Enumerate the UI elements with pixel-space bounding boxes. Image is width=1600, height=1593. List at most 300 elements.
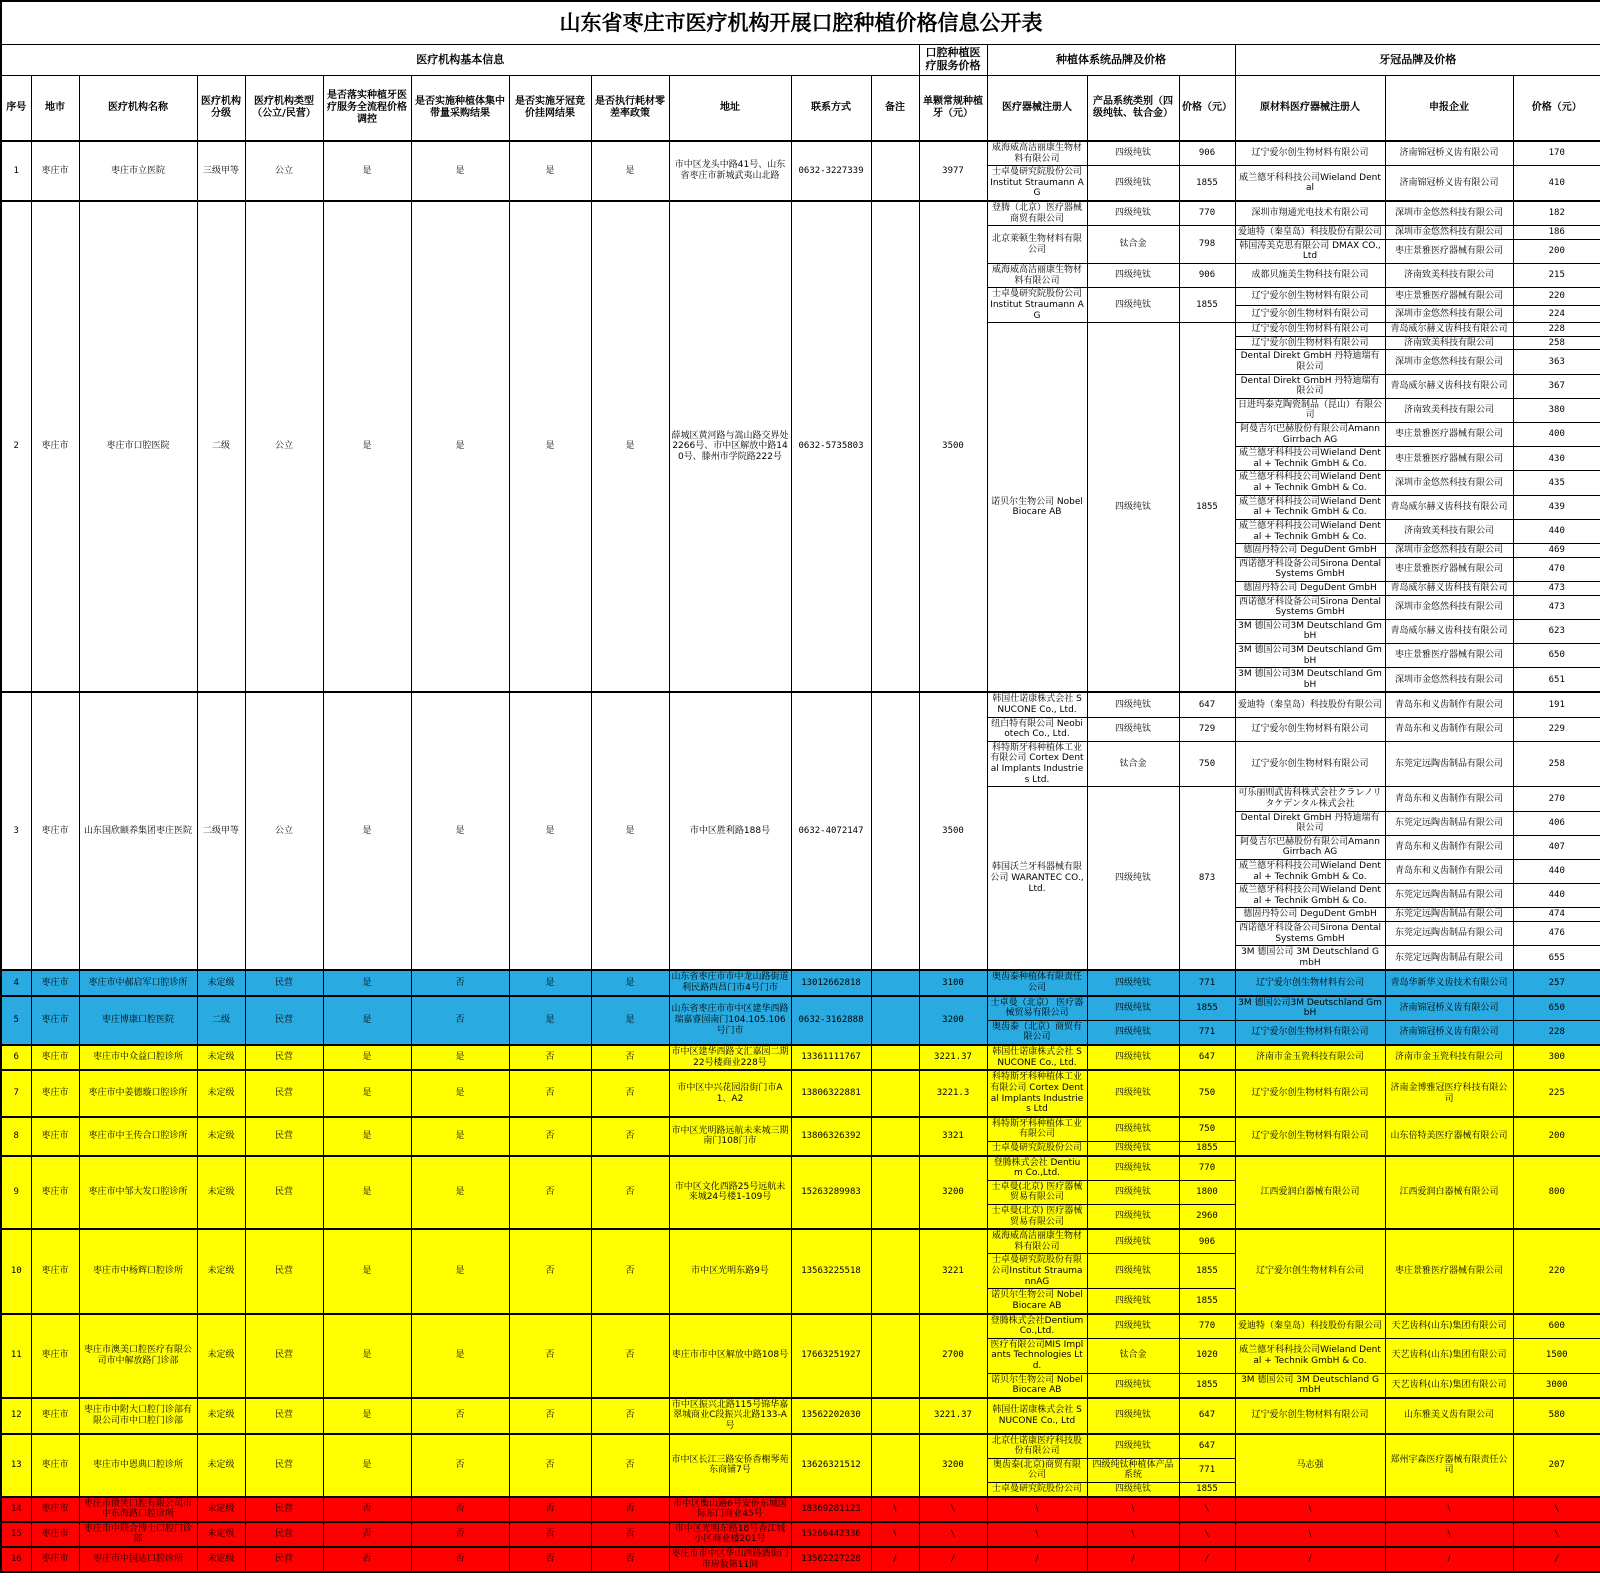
cell-crown-material-registrant: 威兰德牙科科技公司Wieland Dental + Technik GmbH & Co. xyxy=(1235,519,1385,543)
cell-crown-material-registrant: 辽宁爱尔创生物材料有限公司 xyxy=(1235,717,1385,741)
cell-institution-name: 枣庄市立医院 xyxy=(79,141,197,201)
cell-note xyxy=(871,1229,919,1313)
cell-unit-price: \ xyxy=(919,1497,987,1522)
cell-crown-price: 655 xyxy=(1513,946,1600,971)
cell-crown-price: 3000 xyxy=(1513,1373,1600,1398)
col-centralized-procurement: 是否实施种植体集中带量采购结果 xyxy=(411,76,509,142)
cell-crown-applicant: 济南致美科技有限公司 xyxy=(1385,398,1513,422)
cell-product-category: 四级纯钛 xyxy=(1087,787,1179,971)
cell-implant-price: 1855 xyxy=(1179,323,1235,693)
cell-zero-markup: 否 xyxy=(591,1497,669,1522)
cell-product-category: 四级纯钛 xyxy=(1087,1117,1179,1142)
cell-note: \ xyxy=(871,1522,919,1547)
cell-address: 市中区振兴北路115号锦华嘉翠城商业C段振兴北路133-A号 xyxy=(669,1398,791,1434)
cell-crown-applicant: 枣庄景雅医疗器械有限公司 xyxy=(1385,288,1513,305)
cell-contact: 17663251927 xyxy=(791,1314,871,1398)
cell-implant-price: 647 xyxy=(1179,1398,1235,1434)
cell-crown-material-registrant: 威兰德牙科科技公司Wieland Dental + Technik GmbH & Co. xyxy=(1235,884,1385,908)
group-implant-brand: 种植体系统品牌及价格 xyxy=(987,45,1235,76)
cell-city: 枣庄市 xyxy=(31,1547,79,1572)
cell-price-control: 是 xyxy=(323,1314,411,1398)
cell-contact: 13806322881 xyxy=(791,1070,871,1116)
cell-crown-applicant: 枣庄景雅医疗器械有限公司 xyxy=(1385,1229,1513,1313)
cell-zero-markup: 是 xyxy=(591,201,669,692)
cell-institution-name: 枣庄市中国达口腔诊所 xyxy=(79,1547,197,1572)
cell-centralized-procurement: 是 xyxy=(411,1117,509,1156)
cell-crown-applicant: 深圳市金悠然科技有限公司 xyxy=(1385,544,1513,558)
cell-crown-applicant: 深圳市金悠然科技有限公司 xyxy=(1385,471,1513,495)
cell-zero-markup: 是 xyxy=(591,141,669,201)
cell-price-control: 是 xyxy=(323,1070,411,1116)
cell-note xyxy=(871,201,919,692)
cell-crown-price: 258 xyxy=(1513,336,1600,350)
cell-implant-price: / xyxy=(1179,1547,1235,1572)
cell-crown-material-registrant: 威兰德牙科科技公司Wieland Dental + Technik GmbH & Co. xyxy=(1235,859,1385,883)
cell-price-control: 是 xyxy=(323,1398,411,1434)
cell-centralized-procurement: 是 xyxy=(411,1045,509,1070)
cell-implant-price: 770 xyxy=(1179,201,1235,226)
cell-crown-price: 228 xyxy=(1513,1020,1600,1045)
cell-crown-applicant: 青岛威尔赫义齿科技有限公司 xyxy=(1385,619,1513,643)
cell-implant-registrant: 士卓曼（北京） 医疗器械贸易有限公司 xyxy=(987,996,1087,1021)
cell-product-category: 四级纯钛 xyxy=(1087,1141,1179,1155)
cell-address: 市中区文化西路25号远航未来城24号楼1-109号 xyxy=(669,1156,791,1230)
col-zero-markup: 是否执行耗材零差率政策 xyxy=(591,76,669,142)
cell-address: 市中区光明路远航未来城三期南门108门市 xyxy=(669,1117,791,1156)
cell-implant-registrant: 士卓曼研究院股份有限公司Institut StraumannAG xyxy=(987,1254,1087,1289)
cell-grade: 二级 xyxy=(197,996,245,1045)
cell-implant-registrant: 韩国仕诺康株式会社 SNUCONE Co., Ltd. xyxy=(987,692,1087,717)
cell-implant-registrant: 诺贝尔生物公司 Nobel Biocare AB xyxy=(987,323,1087,693)
cell-contact: 0632-5735803 xyxy=(791,201,871,692)
cell-price-control: 是 xyxy=(323,692,411,970)
cell-contact: 13562202030 xyxy=(791,1398,871,1434)
cell-implant-registrant: 奥齿泰(北京)商贸有限公司 xyxy=(987,1458,1087,1482)
cell-crown-applicant: \ xyxy=(1385,1522,1513,1547)
cell-crown-applicant: 深圳市金悠然科技有限公司 xyxy=(1385,595,1513,619)
cell-crown-material-registrant: 3M 德国公司 3M Deutschland GmbH xyxy=(1235,1373,1385,1398)
col-crown-material-registrant: 原材料医疗器械注册人 xyxy=(1235,76,1385,142)
cell-crown-applicant: \ xyxy=(1385,1497,1513,1522)
cell-city: 枣庄市 xyxy=(31,1156,79,1230)
cell-crown-applicant: 深圳市金悠然科技有限公司 xyxy=(1385,350,1513,374)
col-note: 备注 xyxy=(871,76,919,142)
cell-seq: 8 xyxy=(1,1117,31,1156)
table-row xyxy=(1,201,1600,226)
cell-implant-price: 2960 xyxy=(1179,1205,1235,1230)
cell-product-category: 四级纯钛 xyxy=(1087,1289,1179,1314)
cell-crown-material-registrant: 威兰德牙科科技公司Wieland Dental + Technik GmbH & Co. xyxy=(1235,447,1385,471)
cell-institution-name: 枣庄市口腔医院 xyxy=(79,201,197,692)
cell-seq: 5 xyxy=(1,996,31,1045)
cell-product-category: 四级纯钛 xyxy=(1087,166,1179,201)
cell-crown-material-registrant: Dental Direkt GmbH 丹特迪瑞有限公司 xyxy=(1235,811,1385,835)
col-product-category: 产品系统类别（四级纯钛、钛合金） xyxy=(1087,76,1179,142)
cell-crown-material-registrant: 爱迪特（秦皇岛）科技股份有限公司 xyxy=(1235,1314,1385,1339)
cell-crown-price: 650 xyxy=(1513,643,1600,667)
cell-note xyxy=(871,1314,919,1398)
cell-institution-name: 枣庄市中王传合口腔诊所 xyxy=(79,1117,197,1156)
cell-address: 市中区衡山路6号安侨东城国际东门商业45号 xyxy=(669,1497,791,1522)
col-city: 地市 xyxy=(31,76,79,142)
cell-implant-registrant: 韩国仕诺康株式会社 SNUCONE Co., Ltd xyxy=(987,1398,1087,1434)
cell-implant-registrant: 士卓曼研究院股份公司 xyxy=(987,1141,1087,1155)
cell-crown-material-registrant: 辽宁爱尔创生物材料有限公司 xyxy=(1235,323,1385,337)
cell-type: 民营 xyxy=(245,1070,323,1116)
cell-crown-applicant: 青岛东和义齿制作有限公司 xyxy=(1385,787,1513,811)
cell-crown-applicant: 深圳市金悠然科技有限公司 xyxy=(1385,201,1513,226)
cell-crown-material-registrant: 辽宁爱尔创生物材料有限公司 xyxy=(1235,288,1385,305)
cell-crown-price: \ xyxy=(1513,1522,1600,1547)
cell-product-category: 钛合金 xyxy=(1087,1338,1179,1373)
cell-centralized-procurement: 否 xyxy=(411,1497,509,1522)
cell-crown-applicant: 济南锦冠桥义齿有限公司 xyxy=(1385,166,1513,201)
cell-implant-price: 906 xyxy=(1179,141,1235,166)
cell-implant-price: 647 xyxy=(1179,1045,1235,1070)
cell-crown-applicant: 枣庄景雅医疗器械有限公司 xyxy=(1385,239,1513,263)
cell-note xyxy=(871,1398,919,1434)
cell-type: 民营 xyxy=(245,1117,323,1156)
cell-address: 市中区龙头中路41号、山东省枣庄市新城武夷山北路 xyxy=(669,141,791,201)
column-header-row xyxy=(1,76,1600,142)
cell-grade: 未定级 xyxy=(197,1497,245,1522)
cell-implant-price: 647 xyxy=(1179,1434,1235,1459)
table-row xyxy=(1,1229,1600,1254)
cell-product-category: 四级纯钛 xyxy=(1087,1483,1179,1497)
cell-product-category: / xyxy=(1087,1547,1179,1572)
cell-product-category: 四级纯钛 xyxy=(1087,717,1179,741)
cell-address: 薛城区黄河路与嵩山路交界处2266号、市中区解放中路140号、滕州市学院路222号 xyxy=(669,201,791,692)
cell-product-category: 四级纯钛 xyxy=(1087,1045,1179,1070)
cell-price-control: 否 xyxy=(323,1522,411,1547)
cell-crown-price: 220 xyxy=(1513,1229,1600,1313)
cell-crown-applicant: 江西爱润白器械有限公司 xyxy=(1385,1156,1513,1230)
cell-contact: 18369281123 xyxy=(791,1497,871,1522)
cell-contact: 0632-3162888 xyxy=(791,996,871,1045)
cell-implant-price: 906 xyxy=(1179,264,1235,288)
cell-address: 市中区胜利路188号 xyxy=(669,692,791,970)
cell-implant-registrant: 北京莱顿生物材料有限公司 xyxy=(987,226,1087,264)
cell-crown-material-registrant: Dental Direkt GmbH 丹特迪瑞有限公司 xyxy=(1235,350,1385,374)
cell-note xyxy=(871,1156,919,1230)
group-service-price: 口腔种植医疗服务价格 xyxy=(919,45,987,76)
cell-grade: 二级甲等 xyxy=(197,692,245,970)
cell-seq: 2 xyxy=(1,201,31,692)
cell-crown-material-registrant: \ xyxy=(1235,1497,1385,1522)
cell-contact: 0632-3227339 xyxy=(791,141,871,201)
cell-city: 枣庄市 xyxy=(31,1522,79,1547)
cell-crown-applicant: 深圳市金悠然科技有限公司 xyxy=(1385,305,1513,322)
cell-price-control: 否 xyxy=(323,1497,411,1522)
table-row xyxy=(1,996,1600,1021)
cell-centralized-procurement: 否 xyxy=(411,970,509,995)
cell-product-category: 四级纯钛 xyxy=(1087,1205,1179,1230)
cell-implant-price: 771 xyxy=(1179,970,1235,995)
cell-unit-price: 3200 xyxy=(919,1156,987,1230)
cell-crown-applicant: 济南金博雅冠医疗科技有限公司 xyxy=(1385,1070,1513,1116)
cell-crown-material-registrant: / xyxy=(1235,1547,1385,1572)
cell-unit-price: 3100 xyxy=(919,970,987,995)
cell-implant-price: 771 xyxy=(1179,1458,1235,1482)
cell-crown-price: 473 xyxy=(1513,581,1600,595)
cell-grade: 未定级 xyxy=(197,970,245,995)
cell-institution-name: 枣庄市中姜德璇口腔诊所 xyxy=(79,1070,197,1116)
cell-crown-material-registrant: 阿曼吉尔巴赫股份有限公司Amann Girrbach AG xyxy=(1235,835,1385,859)
cell-product-category: 四级纯钛 xyxy=(1087,323,1179,693)
cell-price-control: 是 xyxy=(323,1117,411,1156)
cell-seq: 12 xyxy=(1,1398,31,1434)
cell-crown-material-registrant: 辽宁爱尔创生物材料有公司 xyxy=(1235,970,1385,995)
cell-crown-applicant: 济南致美科技有限公司 xyxy=(1385,336,1513,350)
cell-implant-registrant: 科特斯牙科种植体工业有限公司 Cortex Dental Implants Industries Ltd. xyxy=(987,741,1087,786)
cell-crown-material-registrant: \ xyxy=(1235,1522,1385,1547)
cell-crown-material-registrant: 深圳市翔通光电技术有限公司 xyxy=(1235,201,1385,226)
cell-implant-registrant: 诺贝尔生物公司 Nobel Biocare AB xyxy=(987,1373,1087,1398)
col-crown-price: 价格（元） xyxy=(1513,76,1600,142)
cell-price-control: 是 xyxy=(323,1434,411,1497)
cell-product-category: 四级纯钛 xyxy=(1087,1254,1179,1289)
cell-implant-price: \ xyxy=(1179,1497,1235,1522)
cell-implant-price: 1855 xyxy=(1179,1141,1235,1155)
cell-note xyxy=(871,1070,919,1116)
cell-product-category: 四级纯钛 xyxy=(1087,970,1179,995)
cell-note xyxy=(871,1117,919,1156)
cell-grade: 三级甲等 xyxy=(197,141,245,201)
cell-crown-price: 300 xyxy=(1513,1045,1600,1070)
cell-contact: 13012662818 xyxy=(791,970,871,995)
cell-crown-applicant: 东莞定远陶齿制品有限公司 xyxy=(1385,741,1513,786)
cell-crown-price: 440 xyxy=(1513,884,1600,908)
cell-institution-name: 枣庄博康口腔医院 xyxy=(79,996,197,1045)
cell-implant-registrant: 威海威高洁丽康生物材料有限公司 xyxy=(987,141,1087,166)
cell-note xyxy=(871,141,919,201)
cell-crown-material-registrant: 韩国涛美克思有限公司 DMAX CO., Ltd xyxy=(1235,239,1385,263)
cell-price-control: 是 xyxy=(323,201,411,692)
cell-crown-material-registrant: 辽宁爱尔创生物材料有限公司 xyxy=(1235,141,1385,166)
cell-city: 枣庄市 xyxy=(31,692,79,970)
cell-implant-registrant: 登腾株式会社Dentium Co.,Ltd. xyxy=(987,1314,1087,1339)
cell-crown-bidding: 否 xyxy=(509,1070,591,1116)
cell-city: 枣庄市 xyxy=(31,1045,79,1070)
cell-seq: 16 xyxy=(1,1547,31,1572)
cell-grade: 未定级 xyxy=(197,1434,245,1497)
cell-crown-material-registrant: 辽宁爱尔创生物材料有限公司 xyxy=(1235,1398,1385,1434)
cell-crown-material-registrant: 威兰德牙科科技公司Wieland Dental + Technik GmbH & Co. xyxy=(1235,471,1385,495)
cell-institution-name: 枣庄市中邹大发口腔诊所 xyxy=(79,1156,197,1230)
cell-implant-registrant: 士卓曼(北京) 医疗器械贸易有限公司 xyxy=(987,1205,1087,1230)
cell-city: 枣庄市 xyxy=(31,201,79,692)
col-implant-registrant: 医疗器械注册人 xyxy=(987,76,1087,142)
cell-type: 民营 xyxy=(245,1497,323,1522)
cell-product-category: 四级纯钛种植体产品系统 xyxy=(1087,1458,1179,1482)
cell-note xyxy=(871,1045,919,1070)
table-row xyxy=(1,1434,1600,1459)
cell-centralized-procurement: 是 xyxy=(411,1314,509,1398)
cell-type: 公立 xyxy=(245,141,323,201)
cell-crown-material-registrant: 阿曼吉尔巴赫股份有限公司Amann Girrbach AG xyxy=(1235,423,1385,447)
cell-crown-applicant: 枣庄景雅医疗器械有限公司 xyxy=(1385,423,1513,447)
cell-crown-bidding: 否 xyxy=(509,1522,591,1547)
cell-implant-registrant: 登腾（北京）医疗器械商贸有限公司 xyxy=(987,201,1087,226)
cell-crown-price: 407 xyxy=(1513,835,1600,859)
cell-crown-bidding: 否 xyxy=(509,1314,591,1398)
cell-type: 民营 xyxy=(245,1547,323,1572)
cell-crown-price: 473 xyxy=(1513,595,1600,619)
cell-crown-applicant: 枣庄景雅医疗器械有限公司 xyxy=(1385,643,1513,667)
cell-crown-price: 191 xyxy=(1513,692,1600,717)
cell-unit-price: / xyxy=(919,1547,987,1572)
cell-crown-applicant: 青岛华新华义齿技术有限公司 xyxy=(1385,970,1513,995)
cell-seq: 14 xyxy=(1,1497,31,1522)
cell-implant-registrant: 韩国仕诺康株式会社 SNUCONE Co., Ltd. xyxy=(987,1045,1087,1070)
cell-implant-price: 873 xyxy=(1179,787,1235,971)
cell-type: 公立 xyxy=(245,692,323,970)
cell-grade: 未定级 xyxy=(197,1070,245,1116)
cell-crown-applicant: 济南锦冠桥义齿有限公司 xyxy=(1385,996,1513,1021)
cell-centralized-procurement: 否 xyxy=(411,1434,509,1497)
cell-zero-markup: 否 xyxy=(591,1070,669,1116)
cell-product-category: 四级纯钛 xyxy=(1087,1314,1179,1339)
cell-product-category: 钛合金 xyxy=(1087,226,1179,264)
cell-crown-price: 623 xyxy=(1513,619,1600,643)
cell-implant-price: 1855 xyxy=(1179,1254,1235,1289)
cell-crown-applicant: 济南致美科技有限公司 xyxy=(1385,264,1513,288)
col-price-control: 是否落实种植牙医疗服务全流程价格调控 xyxy=(323,76,411,142)
cell-crown-applicant: 济南锦冠桥义齿有限公司 xyxy=(1385,1020,1513,1045)
cell-implant-price: 771 xyxy=(1179,1020,1235,1045)
table-row xyxy=(1,1314,1600,1339)
group-basic-info: 医疗机构基本信息 xyxy=(1,45,919,76)
cell-implant-registrant: 士卓曼(北京) 医疗器械贸易有限公司 xyxy=(987,1180,1087,1204)
cell-contact: 15266442336 xyxy=(791,1522,871,1547)
cell-seq: 11 xyxy=(1,1314,31,1398)
cell-institution-name: 枣庄市中郝启军口腔诊所 xyxy=(79,970,197,995)
cell-contact: 13562227228 xyxy=(791,1547,871,1572)
cell-product-category: 四级纯钛 xyxy=(1087,1156,1179,1181)
cell-crown-price: 220 xyxy=(1513,288,1600,305)
cell-contact: 13806326392 xyxy=(791,1117,871,1156)
cell-type: 民营 xyxy=(245,970,323,995)
cell-centralized-procurement: 是 xyxy=(411,1229,509,1313)
col-address: 地址 xyxy=(669,76,791,142)
cell-crown-applicant: 山东雅美义齿有限公司 xyxy=(1385,1398,1513,1434)
cell-crown-price: 270 xyxy=(1513,787,1600,811)
cell-type: 民营 xyxy=(245,1314,323,1398)
cell-crown-material-registrant: 辽宁爱尔创生物材料有限公司 xyxy=(1235,336,1385,350)
cell-city: 枣庄市 xyxy=(31,141,79,201)
table-row xyxy=(1,1045,1600,1070)
cell-implant-price: 1855 xyxy=(1179,996,1235,1021)
table-row xyxy=(1,1497,1600,1522)
cell-crown-price: 363 xyxy=(1513,350,1600,374)
cell-implant-price: 1855 xyxy=(1179,1483,1235,1497)
cell-type: 民营 xyxy=(245,1229,323,1313)
cell-seq: 1 xyxy=(1,141,31,201)
cell-note xyxy=(871,692,919,970)
cell-crown-price: 229 xyxy=(1513,717,1600,741)
cell-city: 枣庄市 xyxy=(31,1117,79,1156)
cell-crown-material-registrant: 济南市金玉瓷科技有限公司 xyxy=(1235,1045,1385,1070)
cell-implant-registrant: 登腾株式会社 Dentium Co.,Ltd. xyxy=(987,1156,1087,1181)
table-row xyxy=(1,1070,1600,1116)
cell-seq: 9 xyxy=(1,1156,31,1230)
cell-implant-price: 750 xyxy=(1179,741,1235,786)
cell-product-category: 四级纯钛 xyxy=(1087,1180,1179,1204)
cell-crown-price: 367 xyxy=(1513,374,1600,398)
cell-city: 枣庄市 xyxy=(31,1434,79,1497)
cell-crown-applicant: 东莞定远陶齿制品有限公司 xyxy=(1385,946,1513,971)
cell-implant-registrant: 北京仕诺康医疗科技股份有限公司 xyxy=(987,1434,1087,1459)
cell-implant-price: 750 xyxy=(1179,1117,1235,1142)
table-row xyxy=(1,692,1600,717)
col-crown-applicant: 申报企业 xyxy=(1385,76,1513,142)
cell-address: 山东省枣庄市市中区建华西路瑞嘉睿园南门104.105.106号门市 xyxy=(669,996,791,1045)
cell-crown-material-registrant: 成都贝施美生物科技有限公司 xyxy=(1235,264,1385,288)
cell-crown-bidding: 是 xyxy=(509,692,591,970)
cell-institution-name: 枣庄市澳美口腔医疗有限公司市中解放路门诊部 xyxy=(79,1314,197,1398)
cell-city: 枣庄市 xyxy=(31,996,79,1045)
table-row xyxy=(1,1156,1600,1181)
cell-zero-markup: 否 xyxy=(591,1434,669,1497)
cell-crown-price: 440 xyxy=(1513,859,1600,883)
cell-implant-registrant: 科特斯牙科种植体工业有限公司 Cortex Dental Implants Industries Ltd xyxy=(987,1070,1087,1116)
cell-crown-material-registrant: 西诺德牙科设备公司Sirona Dental Systems GmbH xyxy=(1235,557,1385,581)
cell-crown-bidding: 是 xyxy=(509,996,591,1045)
cell-crown-material-registrant: 日进玛泰克陶瓷制品（昆山）有限公司 xyxy=(1235,398,1385,422)
table-row xyxy=(1,1522,1600,1547)
cell-implant-registrant: 韩国沃兰牙科器械有限公司 WARANTEC CO.,Ltd. xyxy=(987,787,1087,971)
cell-crown-applicant: 枣庄景雅医疗器械有限公司 xyxy=(1385,557,1513,581)
cell-crown-material-registrant: 德固丹特公司 DeguDent GmbH xyxy=(1235,908,1385,922)
cell-seq: 4 xyxy=(1,970,31,995)
cell-contact: 13361111767 xyxy=(791,1045,871,1070)
cell-product-category: 四级纯钛 xyxy=(1087,1070,1179,1116)
cell-grade: 未定级 xyxy=(197,1229,245,1313)
cell-crown-material-registrant: 爱迪特（秦皇岛）科技股份有限公司 xyxy=(1235,226,1385,240)
cell-centralized-procurement: 否 xyxy=(411,1547,509,1572)
cell-crown-price: 400 xyxy=(1513,423,1600,447)
cell-implant-price: 647 xyxy=(1179,692,1235,717)
cell-implant-price: 770 xyxy=(1179,1156,1235,1181)
cell-institution-name: 枣庄市中杨辉口腔诊所 xyxy=(79,1229,197,1313)
cell-crown-applicant: 青岛威尔赫义齿科技有限公司 xyxy=(1385,495,1513,519)
cell-zero-markup: 否 xyxy=(591,1229,669,1313)
cell-price-control: 是 xyxy=(323,1045,411,1070)
cell-crown-price: 440 xyxy=(1513,519,1600,543)
cell-centralized-procurement: 否 xyxy=(411,996,509,1045)
cell-product-category: 四级纯钛 xyxy=(1087,692,1179,717)
cell-crown-price: 200 xyxy=(1513,239,1600,263)
cell-zero-markup: 否 xyxy=(591,1522,669,1547)
page-title: 山东省枣庄市医疗机构开展口腔种植价格信息公开表 xyxy=(1,1,1600,45)
cell-unit-price: 3221.37 xyxy=(919,1398,987,1434)
cell-implant-price: 1855 xyxy=(1179,1289,1235,1314)
cell-crown-material-registrant: 辽宁爱尔创生物材料有限公司 xyxy=(1235,741,1385,786)
cell-grade: 未定级 xyxy=(197,1522,245,1547)
cell-seq: 13 xyxy=(1,1434,31,1497)
cell-crown-applicant: 东莞定远陶齿制品有限公司 xyxy=(1385,922,1513,946)
cell-city: 枣庄市 xyxy=(31,1070,79,1116)
cell-type: 公立 xyxy=(245,201,323,692)
cell-crown-applicant: 青岛东和义齿制作有限公司 xyxy=(1385,717,1513,741)
col-unit-price: 单颗常规种植牙（元） xyxy=(919,76,987,142)
cell-crown-material-registrant: Dental Direkt GmbH 丹特迪瑞有限公司 xyxy=(1235,374,1385,398)
cell-zero-markup: 否 xyxy=(591,1117,669,1156)
cell-price-control: 是 xyxy=(323,141,411,201)
cell-crown-price: 476 xyxy=(1513,922,1600,946)
cell-crown-material-registrant: 威兰德牙科科技公司Wieland Dental + Technik GmbH & Co. xyxy=(1235,1338,1385,1373)
cell-implant-price: 750 xyxy=(1179,1070,1235,1116)
